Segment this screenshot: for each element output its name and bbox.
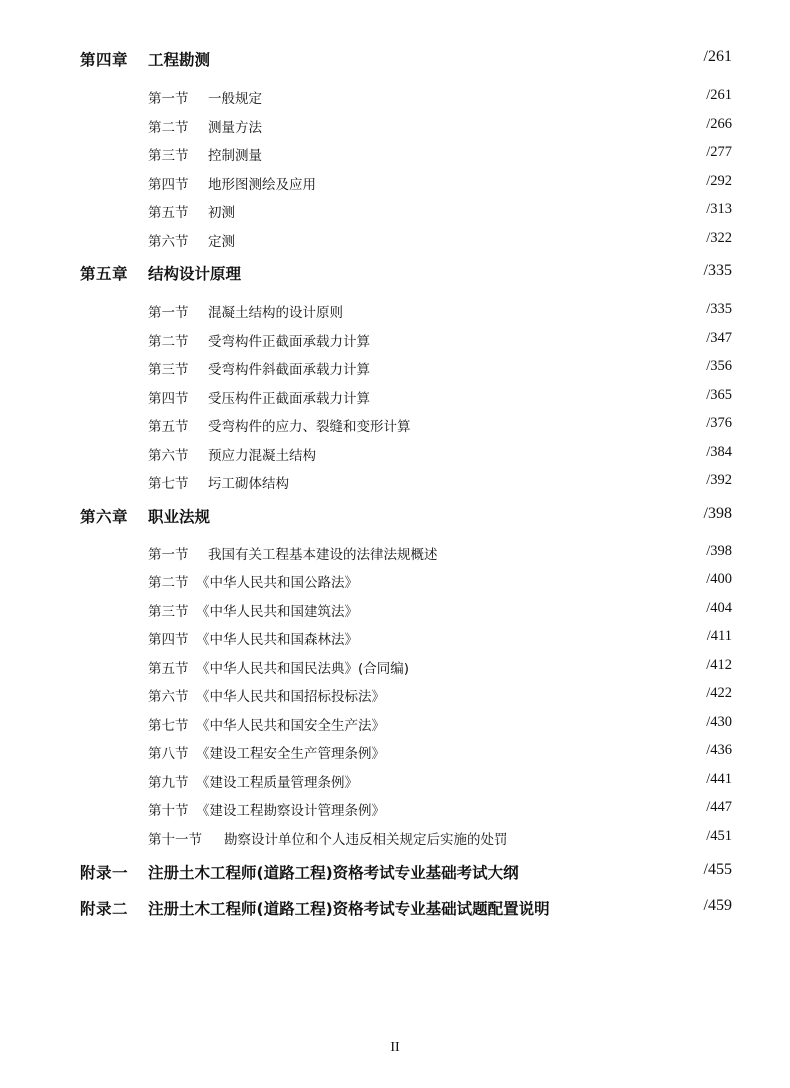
chapter-title: 职业法规	[148, 508, 211, 526]
section-entry[interactable]	[0, 767, 790, 795]
section-entry[interactable]	[0, 297, 790, 325]
section-page: /412	[706, 657, 732, 673]
section-page: /365	[706, 387, 732, 403]
section-title: 《中华人民共和国公路法》	[196, 575, 358, 591]
section-entry[interactable]	[0, 681, 790, 709]
section-title: 《中华人民共和国招标投标法》	[196, 689, 385, 705]
appendix-number: 附录一	[80, 864, 129, 882]
section-number: 第四节	[148, 177, 189, 193]
section-page: /384	[706, 444, 732, 460]
section-title: 《建设工程质量管理条例》	[196, 775, 358, 791]
section-number: 第十一节	[148, 832, 202, 848]
section-title: 受弯构件正截面承载力计算	[208, 334, 370, 350]
section-title: 《建设工程勘察设计管理条例》	[196, 803, 385, 819]
section-entry[interactable]	[0, 738, 790, 766]
section-number: 第七节	[148, 718, 189, 734]
chapter-title: 工程勘测	[148, 51, 211, 69]
section-page: /313	[706, 201, 732, 217]
section-title: 《建设工程安全生产管理条例》	[196, 746, 385, 762]
chapter-page: /261	[703, 48, 732, 65]
section-page: /261	[706, 87, 732, 103]
section-page: /277	[706, 144, 732, 160]
section-title: 受弯构件斜截面承载力计算	[208, 362, 370, 378]
section-entry[interactable]	[0, 169, 790, 197]
page-number-footer: II	[390, 1040, 400, 1055]
chapter-number: 第五章	[80, 265, 129, 283]
section-page: /347	[706, 330, 732, 346]
section-page: /411	[706, 628, 732, 644]
section-entry[interactable]	[0, 440, 790, 468]
section-page: /441	[706, 771, 732, 787]
section-number: 第一节	[148, 91, 189, 107]
section-number: 第八节	[148, 746, 189, 762]
section-number: 第六节	[148, 689, 189, 705]
section-number: 第五节	[148, 205, 189, 221]
section-page: /436	[706, 742, 732, 758]
appendix-1-entry[interactable]	[0, 858, 790, 886]
chapter-number: 第六章	[80, 508, 129, 526]
chapter-4-entry[interactable]	[0, 45, 790, 73]
section-number: 第二节	[148, 120, 189, 136]
chapter-5-entry[interactable]	[0, 259, 790, 287]
chapter-title: 结构设计原理	[148, 265, 242, 283]
section-title: 初测	[208, 205, 235, 221]
section-number: 第五节	[148, 419, 189, 435]
section-title: 《中华人民共和国建筑法》	[196, 604, 358, 620]
section-entry[interactable]	[0, 197, 790, 225]
appendix-page: /455	[703, 861, 732, 878]
section-number: 第二节	[148, 575, 189, 591]
appendix-title: 注册土木工程师(道路工程)资格考试专业基础考试大纲	[148, 864, 519, 882]
section-number: 第六节	[148, 234, 189, 250]
section-page: /404	[706, 600, 732, 616]
section-number: 第三节	[148, 148, 189, 164]
section-entry[interactable]	[0, 226, 790, 254]
section-page: /451	[706, 828, 732, 844]
chapter-page: /398	[703, 505, 732, 522]
section-page: /400	[706, 571, 732, 587]
section-page: /322	[706, 230, 732, 246]
section-page: /398	[706, 543, 732, 559]
section-entry[interactable]	[0, 624, 790, 652]
section-number: 第六节	[148, 448, 189, 464]
section-page: /292	[706, 173, 732, 189]
appendix-page: /459	[703, 897, 732, 914]
section-entry[interactable]	[0, 596, 790, 624]
section-page: /335	[706, 301, 732, 317]
section-entry[interactable]	[0, 383, 790, 411]
section-number: 第一节	[148, 305, 189, 321]
section-entry[interactable]	[0, 824, 790, 852]
section-title: 混凝土结构的设计原则	[208, 305, 343, 321]
section-number: 第三节	[148, 362, 189, 378]
section-title: 勘察设计单位和个人违反相关规定后实施的处罚	[224, 832, 508, 848]
section-title: 受压构件正截面承载力计算	[208, 391, 370, 407]
section-entry[interactable]	[0, 112, 790, 140]
section-entry[interactable]	[0, 354, 790, 382]
section-title: 《中华人民共和国民法典》(合同编)	[196, 661, 410, 677]
section-entry[interactable]	[0, 795, 790, 823]
section-number: 第七节	[148, 476, 189, 492]
section-page: /422	[706, 685, 732, 701]
section-number: 第十节	[148, 803, 189, 819]
section-entry[interactable]	[0, 326, 790, 354]
section-number: 第二节	[148, 334, 189, 350]
chapter-6-entry[interactable]	[0, 502, 790, 530]
section-page: /392	[706, 472, 732, 488]
chapter-number: 第四章	[80, 51, 129, 69]
section-title: 测量方法	[208, 120, 262, 136]
section-page: /447	[706, 799, 732, 815]
section-page: /356	[706, 358, 732, 374]
section-page: /376	[706, 415, 732, 431]
section-entry[interactable]	[0, 710, 790, 738]
section-page: /266	[706, 116, 732, 132]
section-entry[interactable]	[0, 411, 790, 439]
section-page: /430	[706, 714, 732, 730]
section-number: 第九节	[148, 775, 189, 791]
section-entry[interactable]	[0, 567, 790, 595]
appendix-title: 注册土木工程师(道路工程)资格考试专业基础试题配置说明	[148, 900, 550, 918]
section-entry[interactable]	[0, 468, 790, 496]
section-title: 圬工砌体结构	[208, 476, 289, 492]
section-number: 第三节	[148, 604, 189, 620]
section-title: 控制测量	[208, 148, 262, 164]
section-title: 《中华人民共和国安全生产法》	[196, 718, 385, 734]
section-title: 地形图测绘及应用	[208, 177, 316, 193]
section-title: 我国有关工程基本建设的法律法规概述	[208, 547, 438, 563]
section-title: 一般规定	[208, 91, 262, 107]
chapter-page: /335	[703, 262, 732, 279]
section-number: 第五节	[148, 661, 189, 677]
section-entry[interactable]	[0, 140, 790, 168]
section-entry[interactable]	[0, 539, 790, 567]
section-entry[interactable]	[0, 653, 790, 681]
section-title: 《中华人民共和国森林法》	[196, 632, 358, 648]
section-number: 第四节	[148, 632, 189, 648]
section-number: 第四节	[148, 391, 189, 407]
appendix-number: 附录二	[80, 900, 129, 918]
section-title: 定测	[208, 234, 235, 250]
section-entry[interactable]	[0, 83, 790, 111]
section-number: 第一节	[148, 547, 189, 563]
section-title: 预应力混凝土结构	[208, 448, 316, 464]
section-title: 受弯构件的应力、裂缝和变形计算	[208, 419, 411, 435]
appendix-2-entry[interactable]	[0, 894, 790, 922]
